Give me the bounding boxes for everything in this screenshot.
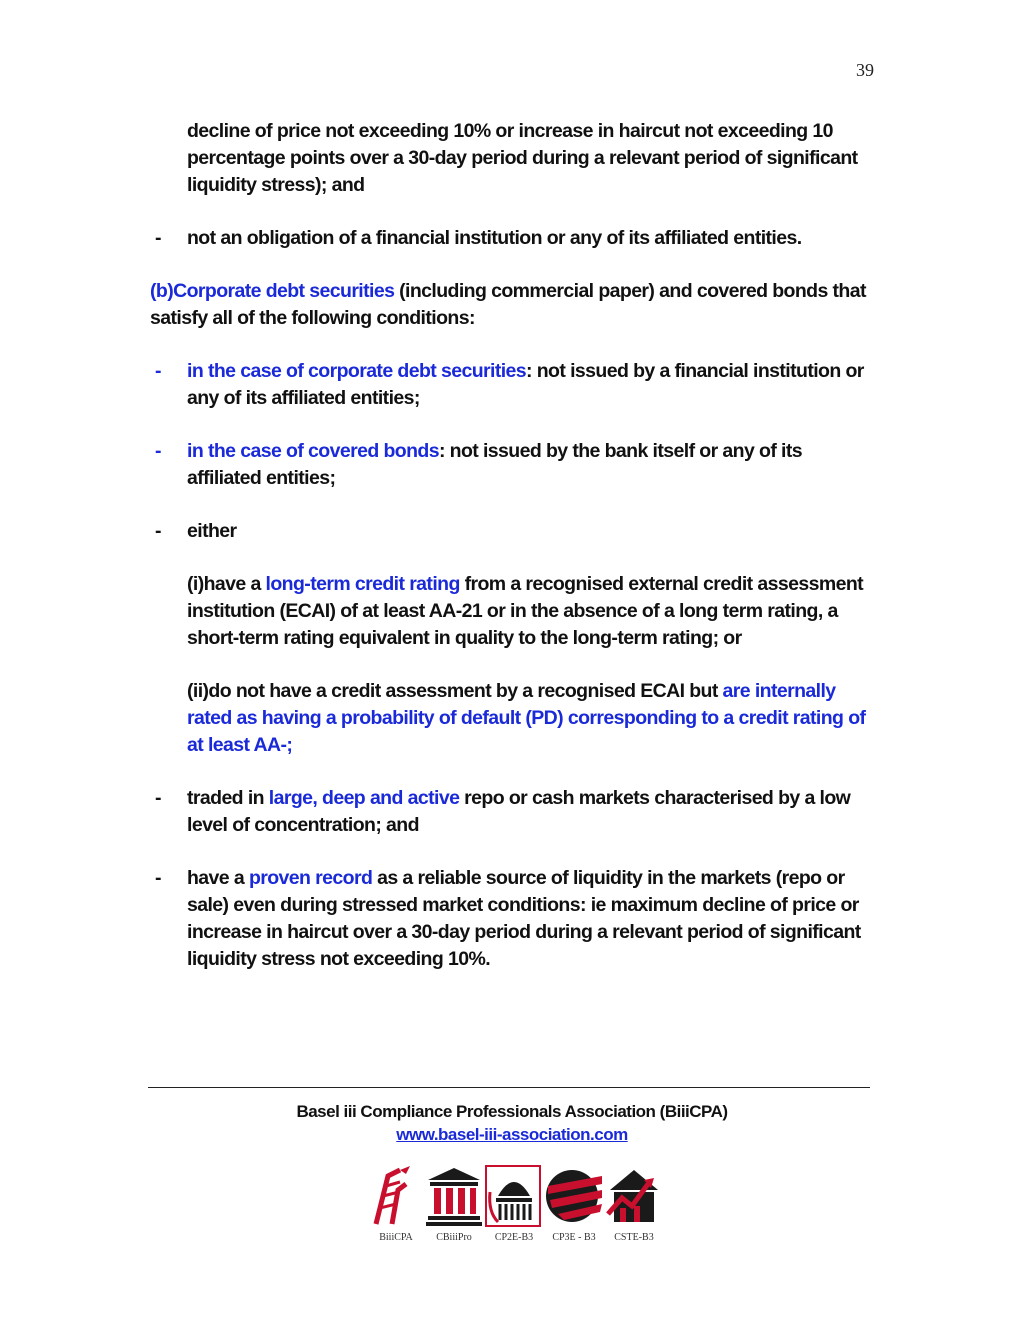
list-item-text: not an obligation of a financial institution or any of its affiliated entities.	[187, 227, 802, 249]
highlight-text: in the case of covered bonds	[187, 440, 439, 462]
list-item	[150, 865, 880, 973]
list-item-text: as a reliable source of liquidity in the markets (repo or sale) even during stressed market conditions: ie maximum decline of price or increase in haircut over a 30-day period during a relevant period of significant liquidity stress not exceeding 10%.	[187, 867, 861, 970]
logo-label: CSTE-B3	[614, 1232, 654, 1243]
highlight-text: long-term credit rating	[265, 573, 460, 595]
bullet-dash: -	[155, 867, 161, 889]
dome-building-icon	[484, 1162, 544, 1232]
list-item-text: have a	[187, 867, 249, 889]
logo-cbiiipro	[424, 1162, 484, 1252]
logo-label: CP3E - B3	[552, 1232, 596, 1243]
ladder-arch-icon	[366, 1162, 426, 1232]
logo-cp3e	[544, 1162, 604, 1252]
list-item	[150, 785, 880, 839]
highlight-text: proven record	[248, 867, 373, 889]
list-item-text: either	[187, 520, 237, 542]
logo-cste	[604, 1162, 664, 1252]
section-b-title: (b)Corporate debt securities	[150, 280, 395, 302]
highlight-text: are internally rated as having a probability of default (PD) corresponding to a credit rating of at least AA-;	[187, 680, 866, 756]
logo-label: BiiiCPA	[379, 1232, 413, 1243]
highlight-text: in the case of corporate debt securities	[187, 360, 527, 382]
bullet-dash: -	[155, 787, 161, 809]
list-item-text: : not issued by the bank itself or any of its affiliated entities;	[187, 440, 802, 489]
footer-organization: Basel iii Compliance Professionals Association (BiiiCPA)	[296, 1102, 728, 1121]
list-item	[150, 358, 880, 412]
list-item-text: repo or cash markets characterised by a low level of concentration; and	[187, 787, 851, 836]
bullet-dash: -	[155, 227, 161, 249]
bullet-dash: -	[155, 360, 161, 382]
list-item	[150, 438, 880, 492]
section-b-heading	[150, 278, 880, 332]
section-b-text: (including commercial paper) and covered bonds that satisfy all of the following conditions:	[150, 280, 866, 329]
rising-chart-icon	[604, 1162, 664, 1232]
sub-item-text: (ii)do not have a credit assessment by a recognised ECAI but	[187, 680, 723, 702]
list-item-text: traded in	[187, 787, 269, 809]
footer-divider	[148, 1087, 870, 1088]
page-number: 39	[856, 60, 874, 80]
list-item-text: : not issued by a financial institution or any of its affiliated entities;	[187, 360, 864, 409]
bullet-dash: -	[155, 520, 161, 542]
footer-logos	[366, 1162, 666, 1252]
sub-item-ii	[150, 678, 880, 759]
logo-label: CBiiiPro	[436, 1232, 472, 1243]
logo-label: CP2E-B3	[494, 1232, 534, 1243]
document-body	[150, 118, 880, 973]
footer-link[interactable]: www.basel-iii-association.com	[396, 1125, 628, 1144]
list-item	[150, 225, 880, 252]
sub-item-text: (i)have a	[187, 573, 266, 595]
highlight-text: large, deep and active	[268, 787, 460, 809]
globe-stripes-icon	[544, 1162, 604, 1232]
paragraph-continuation: decline of price not exceeding 10% or increase in haircut not exceeding 10 percentage points over a 30-day period during a relevant period of significant liquidity stress); and	[187, 120, 858, 196]
list-item	[150, 518, 880, 545]
sub-item-i	[150, 571, 880, 652]
logo-biiicpa	[366, 1162, 426, 1252]
sub-item-text: from a recognised external credit assessment institution (ECAI) of at least AA-21 or in the absence of a long term rating, a short-term rating equivalent in quality to the long-term rating; or	[187, 573, 864, 649]
logo-cp2e	[484, 1162, 544, 1252]
columns-building-icon	[424, 1162, 484, 1232]
bullet-dash: -	[155, 440, 161, 462]
